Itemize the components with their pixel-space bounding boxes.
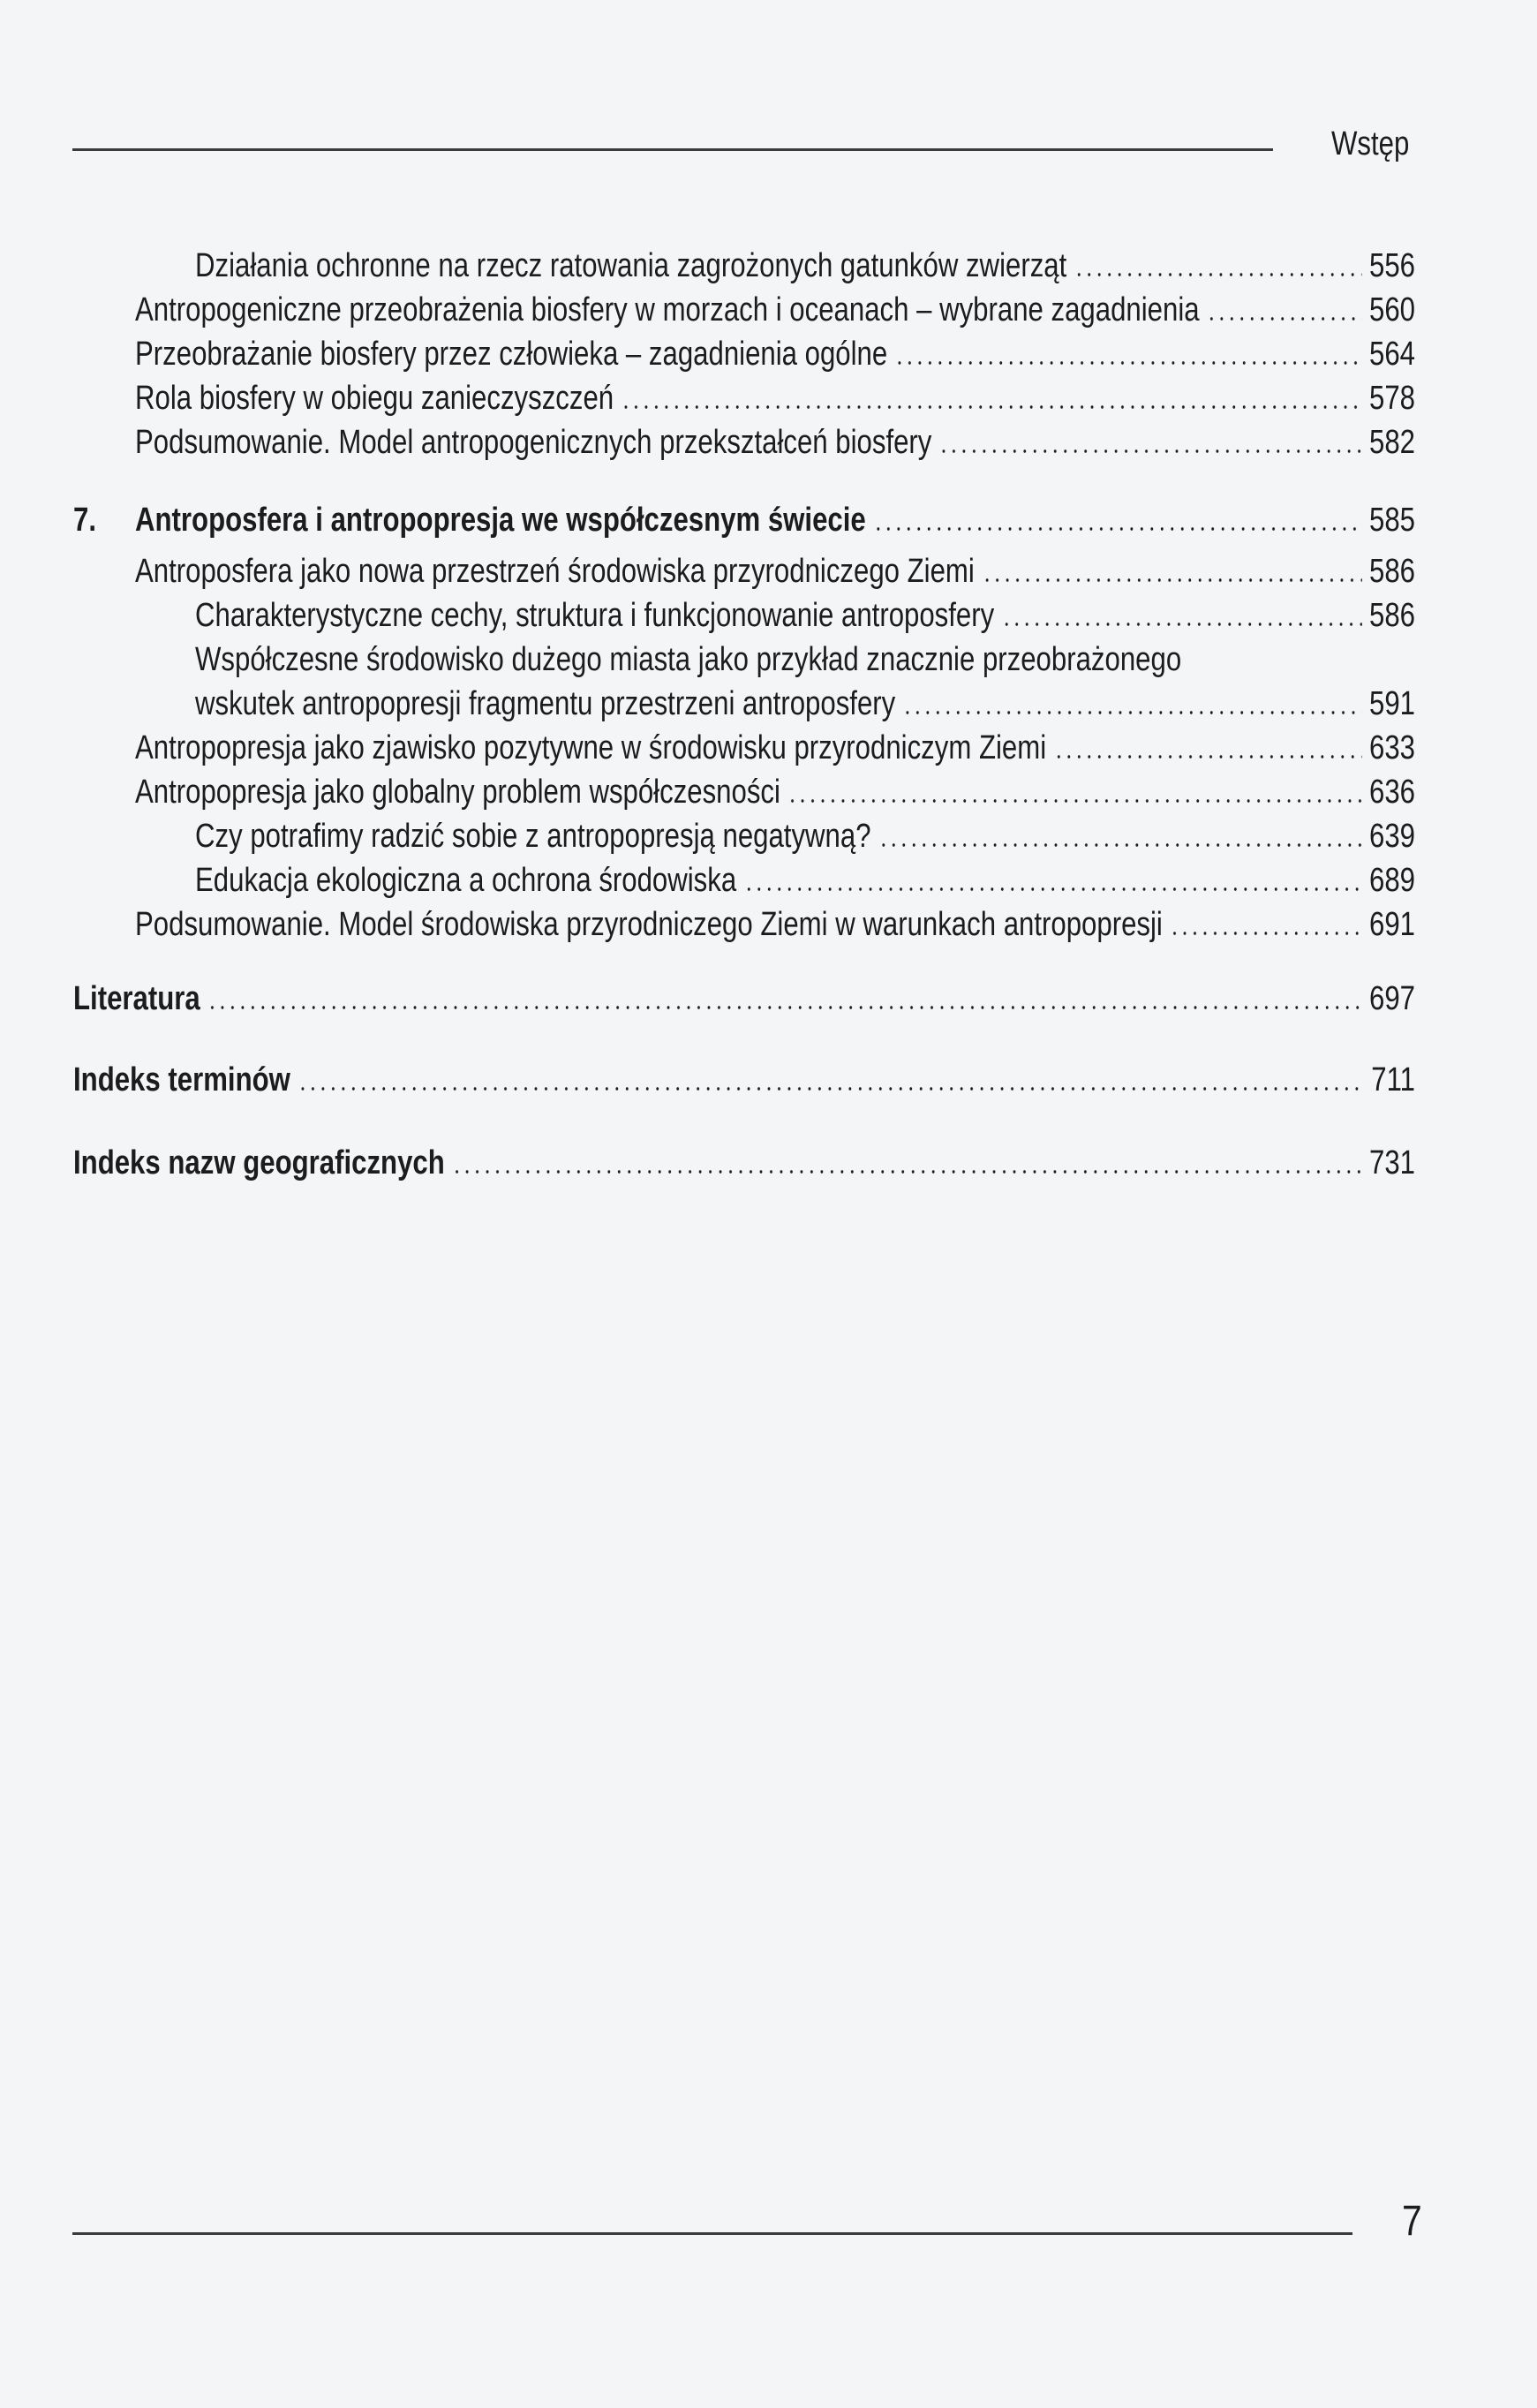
header-rule bbox=[72, 148, 1273, 151]
toc-entry-title: Literatura bbox=[73, 980, 200, 1017]
running-title: Wstęp bbox=[1331, 125, 1410, 162]
toc-entry[interactable] bbox=[135, 288, 1415, 332]
dot-leader bbox=[878, 843, 1362, 847]
toc-entry-title: Przeobrażanie biosfery przez człowieka – zagadnienia ogólne bbox=[135, 336, 888, 373]
dot-leader bbox=[1074, 273, 1361, 276]
toc-entry-page: 586 bbox=[1369, 597, 1415, 634]
chapter-number: 7. bbox=[73, 502, 96, 539]
dot-leader bbox=[207, 1006, 1362, 1009]
toc-entry-title: Podsumowanie. Model antropogenicznych przekształceń biosfery bbox=[135, 424, 932, 461]
toc-entry-page: 711 bbox=[1371, 1061, 1415, 1098]
toc-entry-title: Antroposfera i antropopresja we współczesnym świecie bbox=[134, 502, 866, 539]
dot-leader bbox=[787, 799, 1362, 803]
toc-entry[interactable] bbox=[195, 244, 1415, 288]
toc-entry[interactable] bbox=[195, 593, 1415, 638]
toc-entry-page: 636 bbox=[1368, 774, 1415, 811]
toc-entry[interactable] bbox=[135, 332, 1415, 376]
toc-entry-title: Czy potrafimy radzić sobie z antropopresją negatywną? bbox=[195, 818, 871, 855]
toc-entry[interactable] bbox=[73, 977, 1415, 1021]
toc-entry-page: 691 bbox=[1368, 906, 1415, 943]
toc-entry-title: Działania ochronne na rzecz ratowania zagrożonych gatunków zwierząt bbox=[195, 247, 1067, 284]
dot-leader bbox=[298, 1087, 1364, 1091]
dot-leader bbox=[902, 711, 1361, 714]
dot-leader bbox=[982, 578, 1362, 582]
toc-entry-page: 582 bbox=[1368, 424, 1415, 461]
toc-entry-page: 697 bbox=[1369, 980, 1415, 1017]
toc-entry-title: Współczesne środowisko dużego miasta jako przykład znacznie przeobrażonego bbox=[195, 641, 1182, 678]
toc-entry[interactable] bbox=[135, 770, 1415, 814]
dot-leader bbox=[1170, 932, 1362, 935]
toc-entry-page: 564 bbox=[1368, 336, 1415, 373]
dot-leader bbox=[621, 405, 1361, 409]
toc-entry-page: 731 bbox=[1369, 1144, 1415, 1181]
toc-entry[interactable] bbox=[135, 726, 1415, 770]
toc-entry[interactable] bbox=[135, 902, 1415, 947]
toc-entry[interactable] bbox=[135, 376, 1415, 420]
toc-entry-page: 585 bbox=[1369, 502, 1415, 539]
dot-leader bbox=[1053, 755, 1361, 759]
toc-entry-title: Antroposfera jako nowa przestrzeń środowiska przyrodniczego Ziemi bbox=[135, 553, 975, 590]
dot-leader bbox=[939, 449, 1362, 453]
toc-entry-title: Antropopresja jako zjawisko pozytywne w środowisku przyrodniczym Ziemi bbox=[135, 729, 1047, 766]
toc-entry-title: wskutek antropopresji fragmentu przestrzeni antroposfery bbox=[195, 685, 896, 722]
toc-entry[interactable] bbox=[135, 420, 1415, 464]
toc-entry[interactable] bbox=[195, 858, 1415, 902]
dot-leader bbox=[1207, 317, 1362, 321]
toc-entry-title: Rola biosfery w obiegu zanieczyszczeń bbox=[135, 380, 614, 417]
toc-entry-title: Indeks terminów bbox=[73, 1061, 290, 1098]
dot-leader bbox=[743, 887, 1361, 891]
dot-leader bbox=[452, 1170, 1362, 1174]
toc-entry-title: Charakterystyczne cechy, struktura i funkcjonowanie antroposfery bbox=[195, 597, 995, 634]
page-number: 7 bbox=[1402, 2198, 1422, 2245]
toc-entry-title: Antropopresja jako globalny problem współczesności bbox=[135, 774, 780, 811]
dot-leader bbox=[894, 361, 1361, 365]
toc-entry[interactable] bbox=[73, 1141, 1415, 1185]
toc-entry[interactable] bbox=[195, 682, 1415, 726]
toc-entry-page: 689 bbox=[1369, 862, 1415, 899]
toc-entry-page: 591 bbox=[1369, 685, 1415, 722]
dot-leader bbox=[1001, 623, 1361, 626]
toc-entry-title: Antropogeniczne przeobrażenia biosfery w morzach i oceanach – wybrane zagadnienia bbox=[135, 291, 1200, 328]
toc-entry-page: 639 bbox=[1369, 818, 1415, 855]
toc-entry-page: 560 bbox=[1368, 291, 1415, 328]
toc-entry[interactable] bbox=[135, 549, 1415, 593]
toc-entry-title: Edukacja ekologiczna a ochrona środowiska bbox=[195, 862, 737, 899]
footer-rule bbox=[72, 2232, 1352, 2235]
toc-entry[interactable] bbox=[195, 814, 1415, 858]
toc-entry-page: 556 bbox=[1369, 247, 1415, 284]
toc-entry-title: Indeks nazw geograficznych bbox=[73, 1144, 445, 1181]
toc-entry-page: 586 bbox=[1368, 553, 1415, 590]
toc-entry-page: 633 bbox=[1368, 729, 1415, 766]
toc-entry-page: 578 bbox=[1368, 380, 1415, 417]
toc-entry-title: Podsumowanie. Model środowiska przyrodniczego Ziemi w warunkach antropopresji bbox=[135, 906, 1163, 943]
toc-entry[interactable] bbox=[73, 1058, 1415, 1102]
dot-leader bbox=[873, 527, 1362, 531]
toc-entry[interactable] bbox=[195, 638, 1415, 682]
toc-entry[interactable] bbox=[73, 498, 1415, 542]
